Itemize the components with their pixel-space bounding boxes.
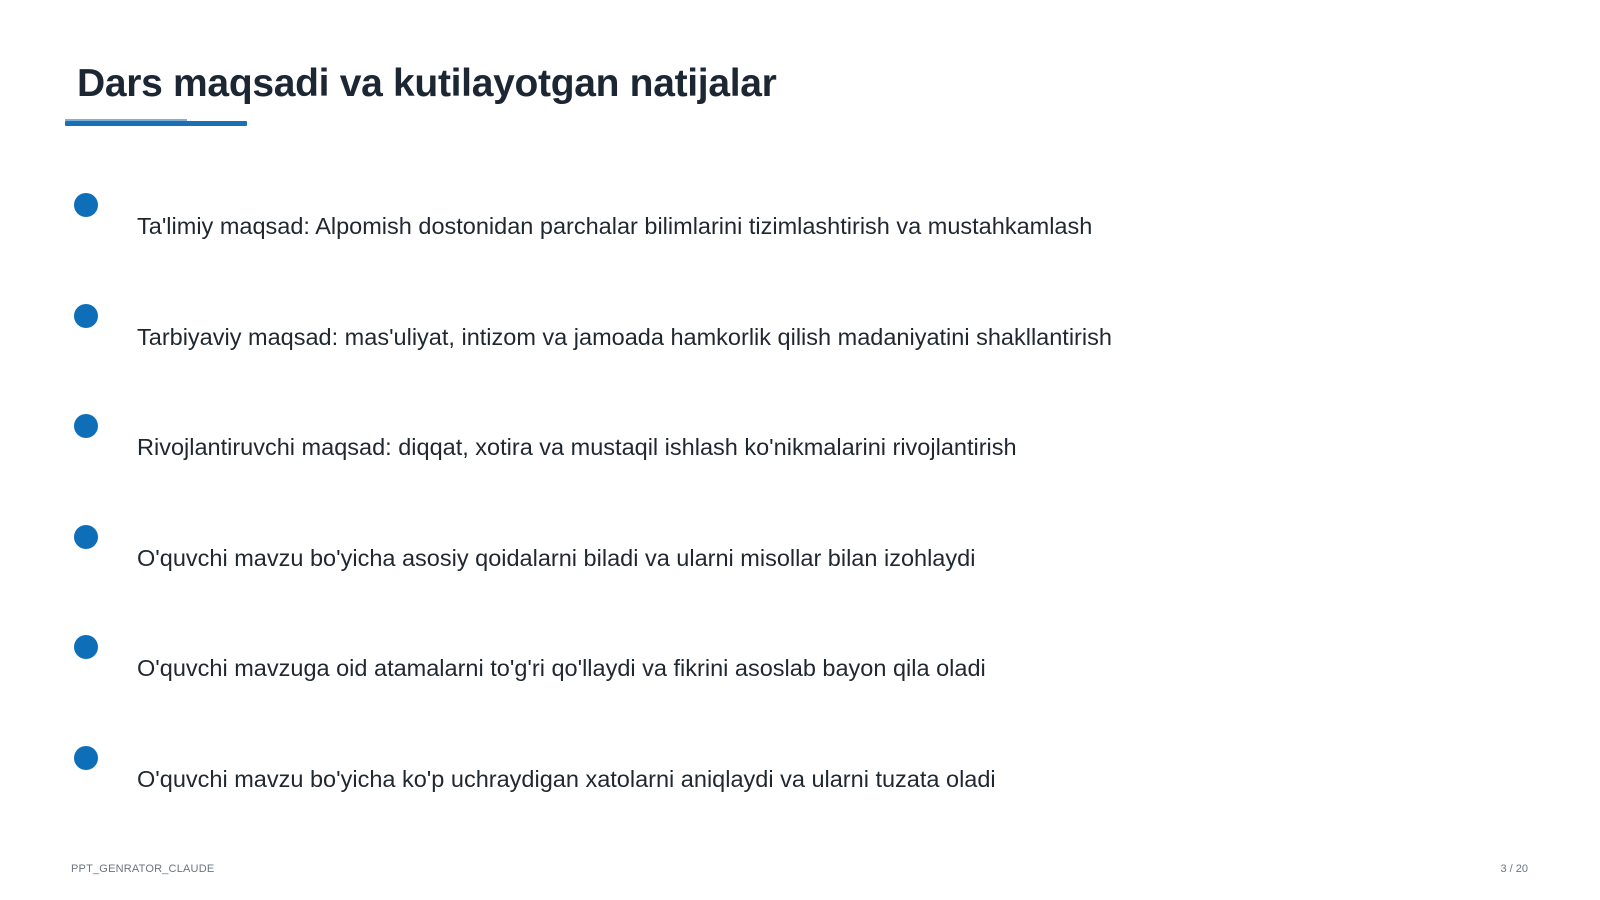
slide-title: Dars maqsadi va kutilayotgan natijalar <box>77 62 777 105</box>
bullet-item <box>0 414 1600 474</box>
bullet-dot-icon <box>74 525 98 549</box>
bullet-dot-icon <box>74 193 98 217</box>
bullet-dot-icon <box>74 304 98 328</box>
bullet-text: O'quvchi mavzu bo'yicha ko'p uchraydigan xatolarni aniqlaydi va ularni tuzata oladi <box>137 766 996 792</box>
bullet-dot-icon <box>74 635 98 659</box>
bullet-text: O'quvchi mavzuga oid atamalarni to'g'ri qo'llaydi va fikrini asoslab bayon qila oladi <box>137 655 986 681</box>
bullet-item <box>0 635 1600 695</box>
bullet-item <box>0 304 1600 364</box>
footer-source: PPT_GENRATOR_CLAUDE <box>71 863 215 875</box>
bullet-item <box>0 193 1600 253</box>
bullet-text: Ta'limiy maqsad: Alpomish dostonidan parchalar bilimlarini tizimlashtirish va mustahkamlash <box>137 213 1093 239</box>
bullet-text: O'quvchi mavzu bo'yicha asosiy qoidalarni biladi va ularni misollar bilan izohlaydi <box>137 545 976 571</box>
bullet-item <box>0 746 1600 806</box>
bullet-dot-icon <box>74 414 98 438</box>
bullet-text: Rivojlantiruvchi maqsad: diqqat, xotira va mustaqil ishlash ko'nikmalarini rivojlantirish <box>137 434 1017 460</box>
bullet-text: Tarbiyaviy maqsad: mas'uliyat, intizom va jamoada hamkorlik qilish madaniyatini shakllantirish <box>137 324 1112 350</box>
page-number: 3 / 20 <box>1500 863 1528 875</box>
bullet-item <box>0 525 1600 585</box>
bullet-dot-icon <box>74 746 98 770</box>
